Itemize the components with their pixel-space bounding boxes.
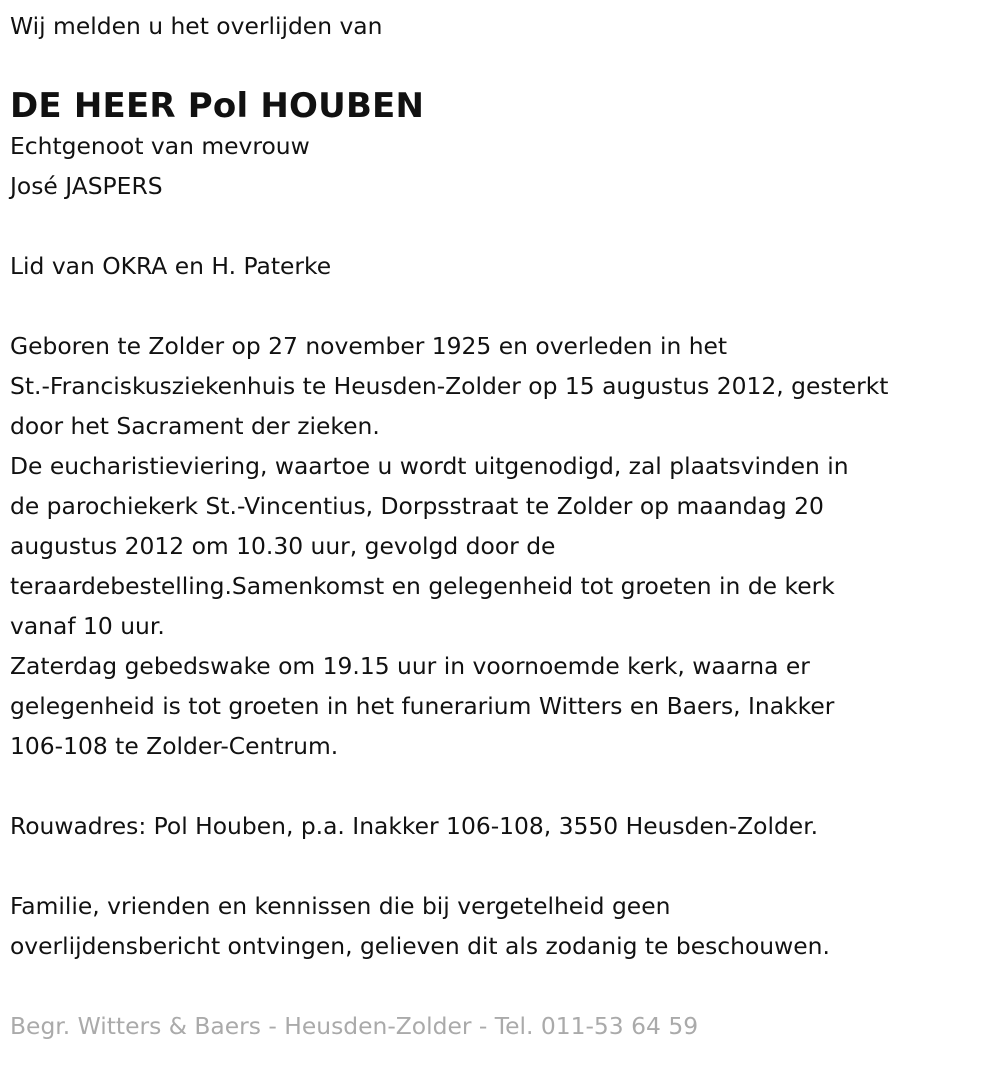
details-line: 106-108 te Zolder-Centrum. xyxy=(10,732,339,760)
notice-line: overlijdensbericht ontvingen, gelieven dit als zodanig te beschouwen. xyxy=(10,932,830,960)
spouse-line-2: José JASPERS xyxy=(10,172,163,200)
funeral-home-footer: Begr. Witters & Baers - Heusden-Zolder - Tel. 011-53 64 59 xyxy=(10,1012,699,1040)
notice-block xyxy=(10,886,990,966)
spouse-line-1: Echtgenoot van mevrouw xyxy=(10,132,310,160)
details-line: augustus 2012 om 10.30 uur, gevolgd door de xyxy=(10,532,556,560)
details-line: gelegenheid is tot groeten in het funerarium Witters en Baers, Inakker xyxy=(10,692,835,720)
details-line: St.-Franciskusziekenhuis te Heusden-Zolder op 15 augustus 2012, gesterkt xyxy=(10,372,889,400)
intro-text: Wij melden u het overlijden van xyxy=(10,12,383,40)
deceased-name: DE HEER Pol HOUBEN xyxy=(10,86,425,126)
mourning-address: Rouwadres: Pol Houben, p.a. Inakker 106-108, 3550 Heusden-Zolder. xyxy=(10,812,819,840)
details-line: teraardebestelling.Samenkomst en gelegenheid tot groeten in de kerk xyxy=(10,572,835,600)
details-line: De eucharistieviering, waartoe u wordt uitgenodigd, zal plaatsvinden in xyxy=(10,452,849,480)
spacer xyxy=(10,766,990,806)
details-line: Geboren te Zolder op 27 november 1925 en overleden in het xyxy=(10,332,728,360)
details-line: vanaf 10 uur. xyxy=(10,612,165,640)
details-line: door het Sacrament der zieken. xyxy=(10,412,380,440)
details-line: Zaterdag gebedswake om 19.15 uur in voornoemde kerk, waarna er xyxy=(10,652,810,680)
membership-text: Lid van OKRA en H. Paterke xyxy=(10,252,332,280)
spacer xyxy=(10,846,990,886)
spouse-block xyxy=(10,126,990,206)
details-line: de parochiekerk St.-Vincentius, Dorpsstraat te Zolder op maandag 20 xyxy=(10,492,824,520)
spacer xyxy=(10,966,990,1006)
spacer xyxy=(10,286,990,326)
notice-line: Familie, vrienden en kennissen die bij vergetelheid geen xyxy=(10,892,671,920)
spacer xyxy=(10,206,990,246)
details-block xyxy=(10,326,990,766)
